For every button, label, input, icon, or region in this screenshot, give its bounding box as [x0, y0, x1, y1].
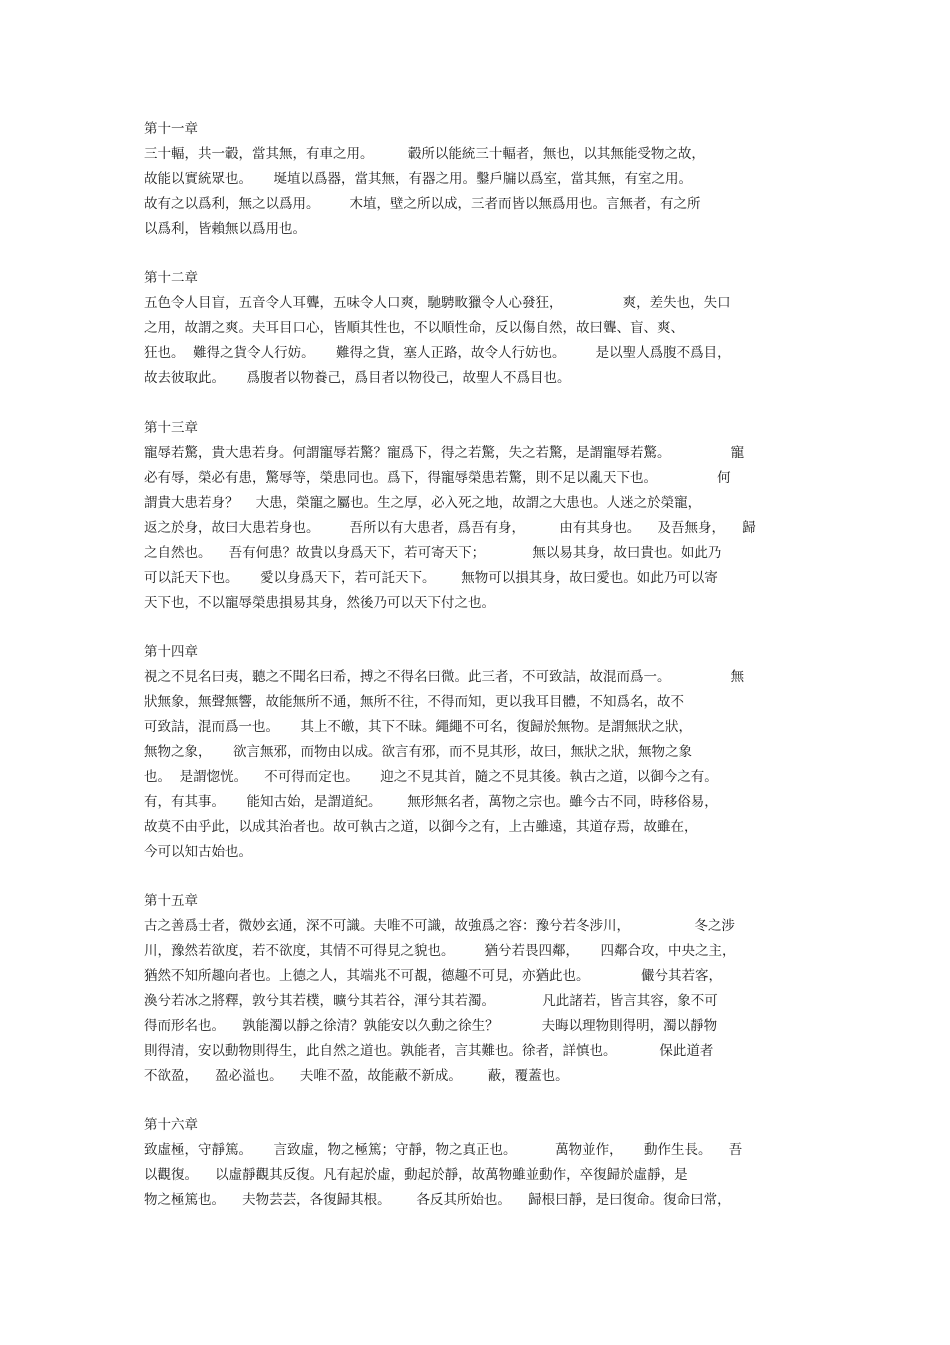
chapter-11-line-3: 故有之以爲利，無之以爲用。 木埴，壁之所以成，三者而皆以無爲用也。言無者，有之所	[144, 196, 701, 212]
chapter-12-line-3: 狂也。 難得之貨令人行妨。 難得之貨，塞人正路，故令人行妨也。 是以聖人爲腹不爲目，	[144, 345, 731, 361]
chapter-14-line-8: 今可以知古始也。	[144, 844, 252, 860]
chapter-14-title: 第十四章	[144, 644, 198, 660]
chapter-13-line-1: 寵辱若驚，貴大患若身。何謂寵辱若驚？寵爲下，得之若驚，失之若驚，是謂寵辱若驚。 寵	[144, 445, 745, 461]
chapter-11-line-1: 三十輻，共一轂，當其無，有車之用。 轂所以能統三十輻者，無也，以其無能受物之故，	[144, 146, 705, 162]
chapter-13-line-5: 之自然也。 吾有何患？故貴以身爲天下，若可寄天下； 無以易其身，故曰貴也。如此乃	[144, 545, 722, 561]
chapter-12-title: 第十二章	[144, 270, 198, 286]
chapter-13-title: 第十三章	[144, 420, 198, 436]
chapter-16-line-1: 致虛極，守靜篤。 言致虛，物之極篤；守靜，物之真正也。 萬物並作， 動作生長。 吾	[144, 1142, 743, 1158]
chapter-15-title: 第十五章	[144, 893, 198, 909]
chapter-11-line-4: 以爲利，皆賴無以爲用也。	[144, 221, 306, 237]
chapter-14-line-3: 可致詰，混而爲一也。 其上不皦，其下不昧。繩繩不可名，復歸於無物。是謂無狀之狀，	[144, 719, 692, 735]
chapter-14-line-1: 視之不見名曰夷，聽之不聞名曰希，搏之不得名曰微。此三者，不可致詰，故混而爲一。 無	[144, 669, 745, 685]
chapter-15-line-7: 不欲盈， 盈必溢也。 夫唯不盈，故能蔽不新成。 蔽，覆蓋也。	[144, 1068, 569, 1084]
chapter-15-line-2: 川，豫然若欲度，若不欲度，其情不可得見之貌也。 猶兮若畏四鄰， 四鄰合攻，中央之主，	[144, 943, 736, 959]
chapter-11-title: 第十一章	[144, 121, 198, 137]
chapter-15-line-5: 得而形名也。 孰能濁以靜之徐清？孰能安以久動之徐生？ 夫晦以理物則得明，濁以靜物	[144, 1018, 718, 1034]
chapter-14-line-6: 有，有其事。 能知古始，是謂道紀。 無形無名者，萬物之宗也。雖今古不同，時移俗易，	[144, 794, 718, 810]
chapter-16-title: 第十六章	[144, 1117, 198, 1133]
chapter-14-line-7: 故莫不由乎此，以成其治者也。故可執古之道，以御今之有，上古雖遠，其道存焉，故雖在，	[144, 819, 698, 835]
chapter-12-line-4: 故去彼取此。 爲腹者以物養己，爲目者以物役己，故聖人不爲目也。	[144, 370, 571, 386]
chapter-12-line-1: 五色令人目盲，五音令人耳聾，五味令人口爽，馳騁畋獵令人心發狂， 爽，差失也，失口	[144, 295, 731, 311]
chapter-13-line-7: 天下也，不以寵辱榮患損易其身，然後乃可以天下付之也。	[144, 595, 495, 611]
chapter-13-line-6: 可以託天下也。 愛以身爲天下，若可託天下。 無物可以損其身，故曰愛也。如此乃可以寄	[144, 570, 718, 586]
chapter-16-line-2: 以觀復。 以虛靜觀其反復。凡有起於虛，動起於靜，故萬物雖並動作，卒復歸於虛靜，是	[144, 1167, 688, 1183]
chapter-14-line-5: 也。 是謂惚恍。 不可得而定也。 迎之不見其首，隨之不見其後。執古之道，以御今之有。	[144, 769, 718, 785]
chapter-13-line-4: 返之於身，故曰大患若身也。 吾所以有大患者，爲吾有身， 由有其身也。 及吾無身， 歸	[144, 520, 756, 536]
chapter-15-line-6: 則得清，安以動物則得生，此自然之道也。孰能者，言其難也。徐者，詳慎也。 保此道者	[144, 1043, 714, 1059]
chapter-13-line-3: 謂貴大患若身？ 大患，榮寵之屬也。生之厚，必入死之地，故謂之大患也。人迷之於榮寵，	[144, 495, 702, 511]
chapter-15-line-4: 渙兮若冰之將釋，敦兮其若樸，曠兮其若谷，渾兮其若濁。 凡此諸若，皆言其容，象不可	[144, 993, 718, 1009]
chapter-12-line-2: 之用，故謂之爽。夫耳目口心，皆順其性也，不以順性命，反以傷自然，故曰聾、盲、爽、	[144, 320, 684, 336]
chapter-15-line-1: 古之善爲士者，微妙玄通，深不可識。夫唯不可識，故強爲之容：豫兮若冬涉川， 冬之涉	[144, 918, 735, 934]
chapter-14-line-4: 無物之象， 欲言無邪，而物由以成。欲言有邪，而不見其形，故曰，無狀之狀，無物之象	[144, 744, 692, 760]
chapter-15-line-3: 猶然不知所趣向者也。上德之人，其端兆不可覩，德趣不可見，亦猶此也。 儼兮其若客，	[144, 968, 722, 984]
chapter-13-line-2: 必有辱，榮必有患，驚辱等，榮患同也。爲下，得寵辱榮患若驚，則不足以亂天下也。 何	[144, 470, 731, 486]
chapter-14-line-2: 狀無象，無聲無響，故能無所不通，無所不往，不得而知，更以我耳目體，不知爲名，故不	[144, 694, 684, 710]
chapter-11-line-2: 故能以實統眾也。 埏埴以爲器，當其無，有器之用。鑿戶牖以爲室，當其無，有室之用。	[144, 171, 692, 187]
chapter-16-line-3: 物之極篤也。 夫物芸芸，各復歸其根。 各反其所始也。 歸根曰靜，是曰復命。復命曰常，	[144, 1192, 731, 1208]
